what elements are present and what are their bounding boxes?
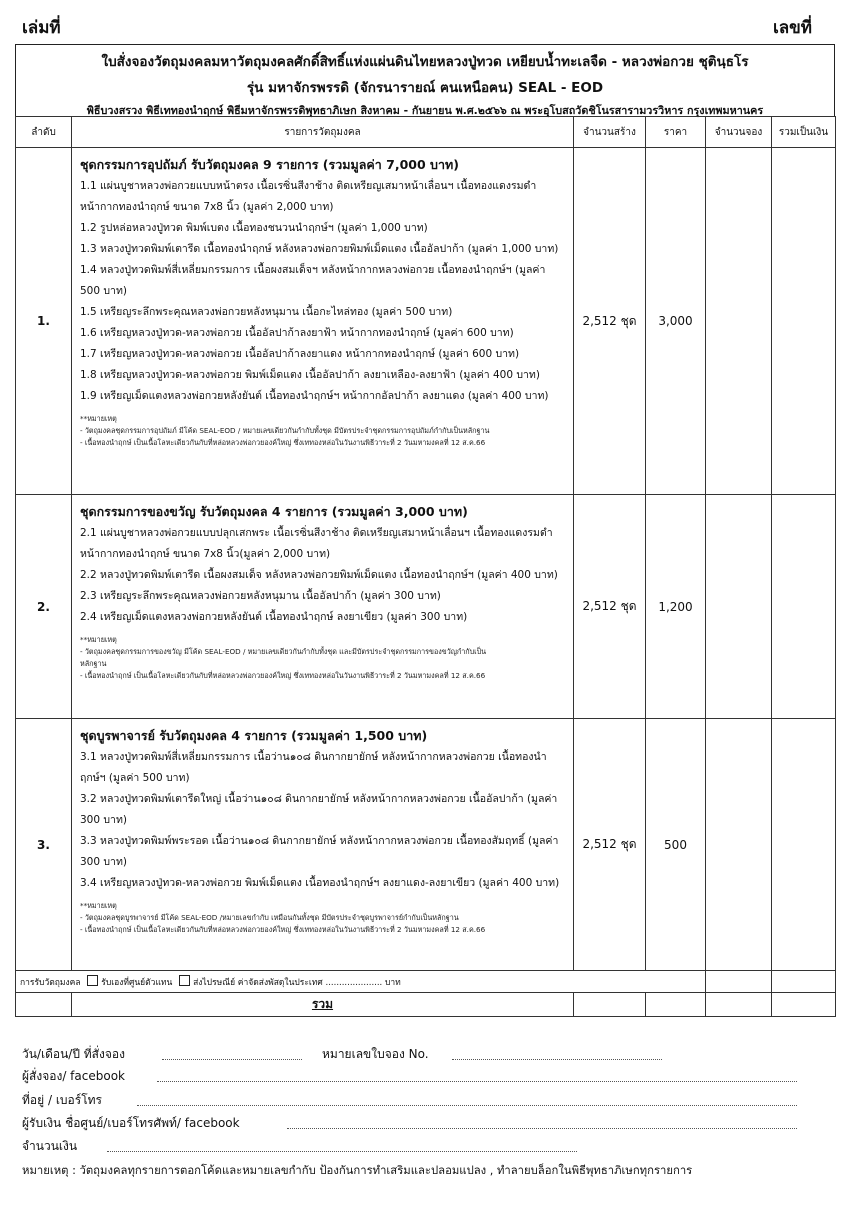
table-row xyxy=(16,719,836,971)
note-line: **หมายเหตุ xyxy=(80,414,117,423)
title-line-3: พิธีบวงสรวง พิธีเททองนำฤกษ์ พิธีมหาจักรพรรดิพุทธาภิเษก สิงหาคม - กันยายน พ.ศ.๒๕๖๖ ณ พระอุโบสถวัดชิโนรสารามวรวิหาร กรุงเทพมหานคร xyxy=(86,104,764,117)
list-item: 3.2 หลวงปู่ทวดพิมพ์เตารีดใหญ่ เนื้อว่าน๑๐๘ ดินกากยายักษ์ หลังหน้ากากหลวงพ่อกวย เนื้ออัลปาก้า (มูลค่า 300 บาท) xyxy=(80,793,558,826)
table-row xyxy=(16,495,836,719)
list-item: 3.1 หลวงปู่ทวดพิมพ์สี่เหลี่ยมกรรมการ เนื้อว่าน๑๐๘ ดินกากยายักษ์ หลังหน้ากากหลวงพ่อกวย เนื้อทองนำฤกษ์ฯ (มูลค่า 500 บาท) xyxy=(80,751,547,784)
order-table xyxy=(15,116,836,1017)
orderer-field[interactable] xyxy=(157,1069,797,1082)
list-item: 2.3 เหรียญระลึกพระคุณหลวงพ่อกวยหลังหนุมาน เนื้ออัลปาก้า (มูลค่า 300 บาท) xyxy=(80,590,441,602)
footer-remark: หมายเหตุ : วัตถุมงคลทุกรายการตอกโค้ดและหมายเลขกำกับ ป้องกันการทำเสริมและปลอมแปลง , ทำลายบล็อกในพิธีพุทธาภิเษกทุกรายการ xyxy=(22,1164,693,1177)
title-line-2: รุ่น มหาจักรพรรดิ (จักรนารายณ์ ฅนเหนือฅน) SEAL - EOD xyxy=(246,80,604,96)
total-blank-cell xyxy=(16,993,72,1017)
date-label: วัน/เดือน/ปี ที่สั่งจอง xyxy=(22,1047,125,1061)
reserved-count-cell[interactable] xyxy=(706,148,772,495)
set-note xyxy=(80,900,567,936)
list-item: 2.1 แผ่นบูชาหลวงพ่อกวยแบบปลุกเสกพระ เนื้อเรซิ่นสีงาช้าง ติดเหรียญเสมาหน้าเลื่อนฯ เนื้อทองแดงรมดำ หน้ากากทองนำฤกษ์ ขนาด 7x8 นิ้ว(มูลค่า 2,000 บาท) xyxy=(80,527,553,560)
document-number-label: เลขที่ xyxy=(772,18,812,38)
row-number: 3. xyxy=(16,719,72,971)
list-item: 3.4 เหรียญหลวงปู่ทวด-หลวงพ่อกวย พิมพ์เม็ดแตง เนื้อทองนำฤกษ์ฯ ลงยาแดง-ลงยาเขียว (มูลค่า 400 บาท) xyxy=(80,877,560,889)
pickup-option-label: รับเองที่ศูนย์ตัวแทน xyxy=(101,977,173,988)
pickup-checkbox[interactable] xyxy=(87,975,98,986)
total-blank-cell xyxy=(574,993,646,1017)
price: 1,200 xyxy=(646,495,706,719)
subtotal-cell[interactable] xyxy=(772,495,836,719)
total-label: รวม xyxy=(72,993,574,1017)
book-number-label: เล่มที่ xyxy=(22,18,61,38)
set-description xyxy=(72,719,574,971)
list-item: 1.6 เหรียญหลวงปู่ทวด-หลวงพ่อกวย เนื้ออัลปาก้าลงยาฟ้า หน้ากากทองนำฤกษ์ (มูลค่า 600 บาท) xyxy=(80,327,514,339)
column-header-price: ราคา xyxy=(646,117,706,148)
receiver-field[interactable] xyxy=(287,1116,797,1129)
list-item: 1.5 เหรียญระลึกพระคุณหลวงพ่อกวยหลังหนุมาน เนื้อกะไหล่ทอง (มูลค่า 500 บาท) xyxy=(80,306,453,318)
table-row xyxy=(16,148,836,495)
receiver-label: ผู้รับเงิน ชื่อศูนย์/เบอร์โทรศัพท์/ facebook xyxy=(22,1116,240,1130)
column-header-items: รายการวัตถุมงคล xyxy=(72,117,574,148)
list-item: 3.3 หลวงปู่ทวดพิมพ์พระรอด เนื้อว่าน๑๐๘ ดินกากยายักษ์ หลังหน้ากากหลวงพ่อกวย เนื้อทองสัมฤทธิ์ (มูลค่า 300 บาท) xyxy=(80,835,559,868)
set-description xyxy=(72,495,574,719)
title-block xyxy=(15,44,835,116)
total-row xyxy=(16,993,836,1017)
set-note xyxy=(80,413,567,449)
note-line: **หมายเหตุ xyxy=(80,635,117,644)
postal-option-label: ส่งไปรษณีย์ ค่าจัดส่งพัสดุในประเทศ ..................... บาท xyxy=(193,977,401,988)
table-header-row xyxy=(16,117,836,148)
price: 500 xyxy=(646,719,706,971)
column-header-reserved-count: จำนวนจอง xyxy=(706,117,772,148)
subtotal-cell[interactable] xyxy=(772,148,836,495)
list-item: 1.2 รูปหล่อหลวงปู่ทวด พิมพ์เบตง เนื้อทองชนวนนำฤกษ์ฯ (มูลค่า 1,000 บาท) xyxy=(80,222,428,234)
set-title: ชุดกรรมการอุปถัมภ์ รับวัตถุมงคล 9 รายการ (รวมมูลค่า 7,000 บาท) xyxy=(80,157,459,172)
note-line: - วัตถุมงคลชุดบูรพาจารย์ มีโค้ด SEAL-EOD /หมายเลขกำกับ เหมือนกันทั้งชุด มีบัตรประจำชุดบูรพาจารย์กำกับเป็นหลักฐาน xyxy=(80,913,459,922)
orderer-label: ผู้สั่งจอง/ facebook xyxy=(22,1069,125,1083)
note-line: **หมายเหตุ xyxy=(80,901,117,910)
quantity-made: 2,512 ชุด xyxy=(574,719,646,971)
list-item: 1.3 หลวงปู่ทวดพิมพ์เตารีด เนื้อทองนำฤกษ์ หลังหลวงพ่อกวยพิมพ์เม็ดแตง เนื้ออัลปาก้า (มูลค่า 1,000 บาท) xyxy=(80,243,559,255)
amount-label: จำนวนเงิน xyxy=(22,1139,78,1153)
list-item: 1.8 เหรียญหลวงปู่ทวด-หลวงพ่อกวย พิมพ์เม็ดแตง เนื้ออัลปาก้า ลงยาเหลือง-ลงยาฟ้า (มูลค่า 400 บาท) xyxy=(80,369,540,381)
set-title: ชุดบูรพาจารย์ รับวัตถุมงคล 4 รายการ (รวมมูลค่า 1,500 บาท) xyxy=(80,728,428,743)
list-item: 2.4 เหรียญเม็ดแตงหลวงพ่อกวยหลังยันต์ เนื้อทองนำฤกษ์ ลงยาเขียว (มูลค่า 300 บาท) xyxy=(80,611,468,623)
set-title: ชุดกรรมการของขวัญ รับวัตถุมงคล 4 รายการ (รวมมูลค่า 3,000 บาท) xyxy=(80,504,468,519)
note-line: หลักฐาน xyxy=(80,659,107,668)
list-item: 1.4 หลวงปู่ทวดพิมพ์สี่เหลี่ยมกรรมการ เนื้อผงสมเด็จฯ หลังหน้ากากหลวงพ่อกวย เนื้อทองนำฤกษ์ฯ (มูลค่า 500 บาท) xyxy=(80,264,546,297)
set-note xyxy=(80,634,567,682)
row-number: 2. xyxy=(16,495,72,719)
receive-method-cell xyxy=(16,971,706,993)
list-item: 1.9 เหรียญเม็ดแตงหลวงพ่อกวยหลังยันต์ เนื้อทองนำฤกษ์ฯ หน้ากากอัลปาก้า ลงยาแดง (มูลค่า 400 บาท) xyxy=(80,390,549,402)
price: 3,000 xyxy=(646,148,706,495)
shipping-count-cell[interactable] xyxy=(706,971,772,993)
set-description xyxy=(72,148,574,495)
postal-checkbox[interactable] xyxy=(179,975,190,986)
list-item: 1.1 แผ่นบูชาหลวงพ่อกวยแบบหน้าตรง เนื้อเรซิ่นสีงาช้าง ติดเหรียญเสมาหน้าเลื่อนฯ เนื้อทองแดงรมดำ หน้ากากทองนำฤกษ์ ขนาด 7x8 นิ้ว (มูลค่า 2,000 บาท) xyxy=(80,180,537,213)
quantity-made: 2,512 ชุด xyxy=(574,495,646,719)
column-header-subtotal: รวมเป็นเงิน xyxy=(772,117,836,148)
receive-method-label: การรับวัตถุมงคล xyxy=(20,977,81,988)
amount-field[interactable] xyxy=(107,1139,577,1152)
column-header-no: ลำดับ xyxy=(16,117,72,148)
reserved-count-cell[interactable] xyxy=(706,495,772,719)
address-label: ที่อยู่ / เบอร์โทร xyxy=(22,1093,102,1107)
total-count-cell[interactable] xyxy=(706,993,772,1017)
title-line-1: ใบสั่งจองวัตถุมงคลมหาวัตถุมงคลศักดิ์สิทธิ์แห่งแผ่นดินไทยหลวงปู่ทวด เหยียบน้ำทะเลจืด - หลวงพ่อกวย ชุตินฺธโร xyxy=(101,54,749,70)
reserved-count-cell[interactable] xyxy=(706,719,772,971)
note-line: - เนื้อทองนำฤกษ์ เป็นเนื้อโลหะเดียวกันกับที่หล่อหลวงพ่อกวยองค์ใหญ่ ซึ่งเททองหล่อในวันงานพิธีวาระที่ 2 วันมหามงคลที่ 12 ส.ค.66 xyxy=(80,438,486,447)
total-blank-cell xyxy=(646,993,706,1017)
order-number-field[interactable] xyxy=(452,1047,662,1060)
note-line: - เนื้อทองนำฤกษ์ เป็นเนื้อโลหะเดียวกันกับที่หล่อหลวงพ่อกวยองค์ใหญ่ ซึ่งเททองหล่อในวันงานพิธีวาระที่ 2 วันมหามงคลที่ 12 ส.ค.66 xyxy=(80,925,486,934)
column-header-quantity-made: จำนวนสร้าง xyxy=(574,117,646,148)
list-item: 1.7 เหรียญหลวงปู่ทวด-หลวงพ่อกวย เนื้ออัลปาก้าลงยาแดง หน้ากากทองนำฤกษ์ (มูลค่า 600 บาท) xyxy=(80,348,520,360)
list-item: 2.2 หลวงปู่ทวดพิมพ์เตารีด เนื้อผงสมเด็จ หลังหลวงพ่อกวยพิมพ์เม็ดแตง เนื้อทองนำฤกษ์ฯ (มูลค่า 400 บาท) xyxy=(80,569,558,581)
subtotal-cell[interactable] xyxy=(772,719,836,971)
address-field[interactable] xyxy=(137,1093,797,1106)
row-number: 1. xyxy=(16,148,72,495)
note-line: - วัตถุมงคลชุดกรรมการอุปถัมภ์ มีโค้ด SEAL-EOD / หมายเลขเดียวกันกำกับทั้งชุด มีบัตรประจำชุดกรรมการอุปถัมภ์กำกับเป็นหลักฐาน xyxy=(80,426,490,435)
receive-method-row xyxy=(16,971,836,993)
total-amount-cell[interactable] xyxy=(772,993,836,1017)
note-line: - เนื้อทองนำฤกษ์ เป็นเนื้อโลหะเดียวกันกับที่หล่อหลวงพ่อกวยองค์ใหญ่ ซึ่งเททองหล่อในวันงานพิธีวาระที่ 2 วันมหามงคลที่ 12 ส.ค.66 xyxy=(80,671,486,680)
quantity-made: 2,512 ชุด xyxy=(574,148,646,495)
date-field[interactable] xyxy=(162,1047,302,1060)
order-number-label: หมายเลขใบจอง No. xyxy=(322,1047,429,1061)
note-line: - วัตถุมงคลชุดกรรมการของขวัญ มีโค้ด SEAL-EOD / หมายเลขเดียวกันกำกับทั้งชุด และมีบัตรประจำชุดกรรมการของขวัญกำกับเป็น xyxy=(80,647,487,656)
shipping-amount-cell[interactable] xyxy=(772,971,836,993)
